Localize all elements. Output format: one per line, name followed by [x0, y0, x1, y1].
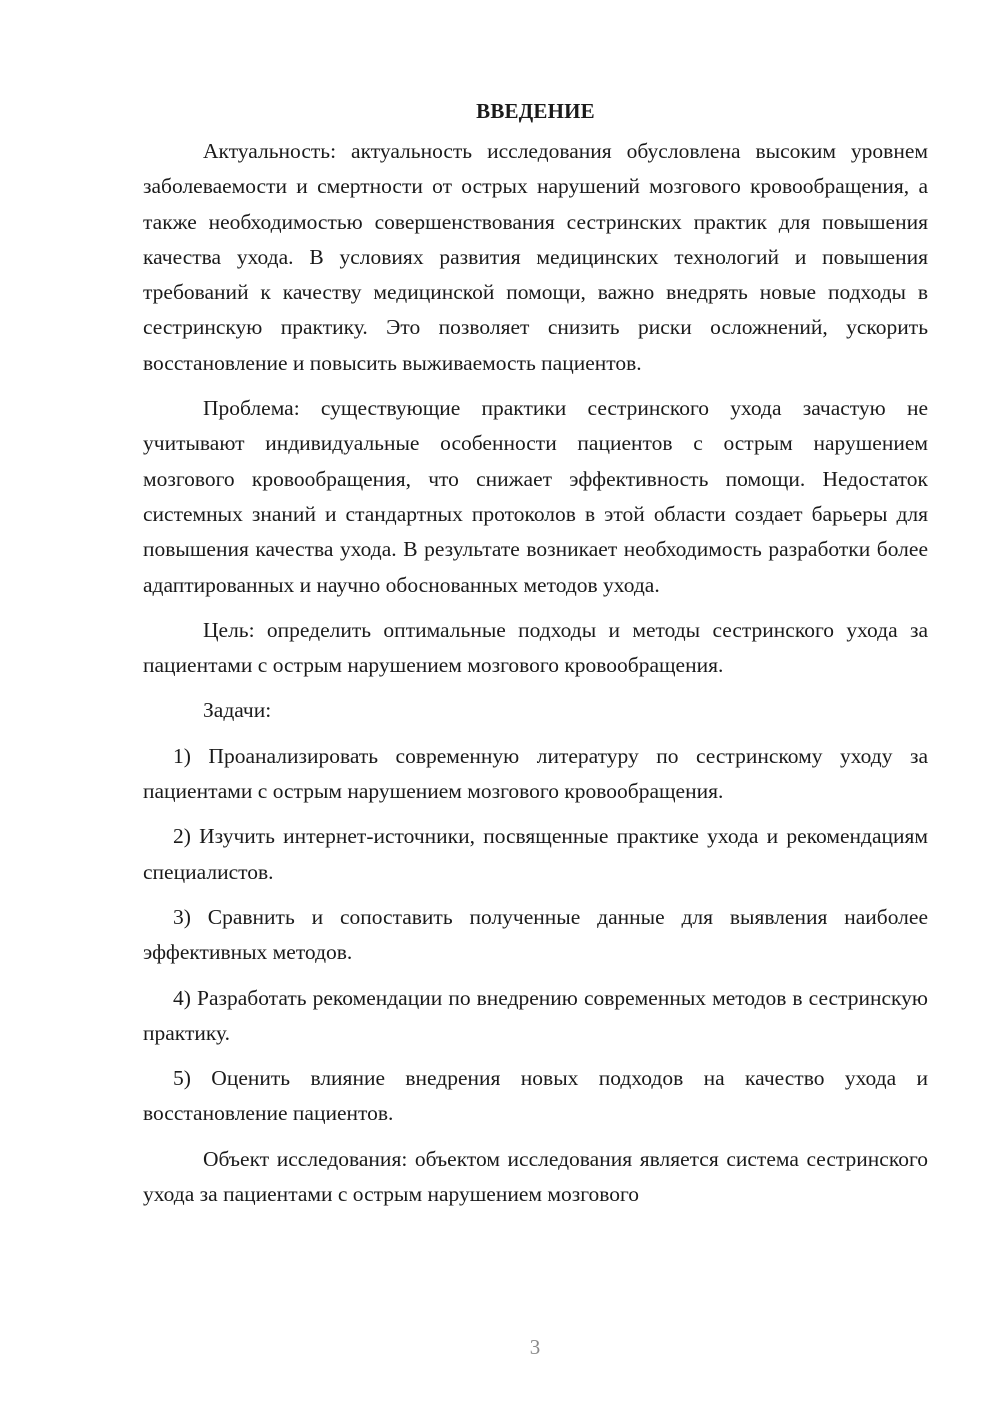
page-title: ВВЕДЕНИЕ — [476, 99, 595, 123]
problem-paragraph: Проблема: существующие практики сестринского ухода зачастую не учитывают индивидуальные особенности пациентов с острым нарушением мозгового кровообращения, что снижает эффективность помощи. Недостаток системных знаний и стандартных протоколов в этой области создает барьеры для повышения качества ухода. В результате возникает необходимость разработки более адаптированных и научно обоснованных методов ухода. — [143, 396, 928, 597]
task-item: 4) Разработать рекомендации по внедрению современных методов в сестринскую практику. — [143, 985, 928, 1045]
task-item: 3) Сравнить и сопоставить полученные данные для выявления наиболее эффективных методов. — [143, 904, 928, 965]
page-content — [143, 96, 928, 1212]
task-item: 2) Изучить интернет-источники, посвященные практике ухода и рекомендациям специалистов. — [143, 824, 928, 884]
task-item: 5) Оценить влияние внедрения новых подходов на качество ухода и восстановление пациентов. — [143, 1066, 928, 1126]
task-item: 1) Проанализировать современную литературу по сестринскому уходу за пациентами с острым нарушением мозгового кровообращения. — [143, 743, 928, 804]
goal-paragraph: Цель: определить оптимальные подходы и методы сестринского ухода за пациентами с острым нарушением мозгового кровообращения. — [143, 617, 928, 678]
tasks-label: Задачи: — [203, 698, 272, 723]
page-number: 3 — [529, 1335, 541, 1359]
object-paragraph: Объект исследования: объектом исследования является система сестринского ухода за пациентами с острым нарушением мозгового — [143, 1146, 928, 1207]
relevance-paragraph: Актуальность: актуальность исследования обусловлена высоким уровнем заболеваемости и смертности от острых нарушений мозгового кровообращения, а также необходимостью совершенствования сестринских практик для повышения качества ухода. В условиях развития медицинских технологий и повышения требований к качеству медицинской помощи, важно внедрять новые подходы в сестринскую практику. Это позволяет снизить риски осложнений, ускорить восстановление и повысить выживаемость пациентов. — [143, 139, 928, 375]
